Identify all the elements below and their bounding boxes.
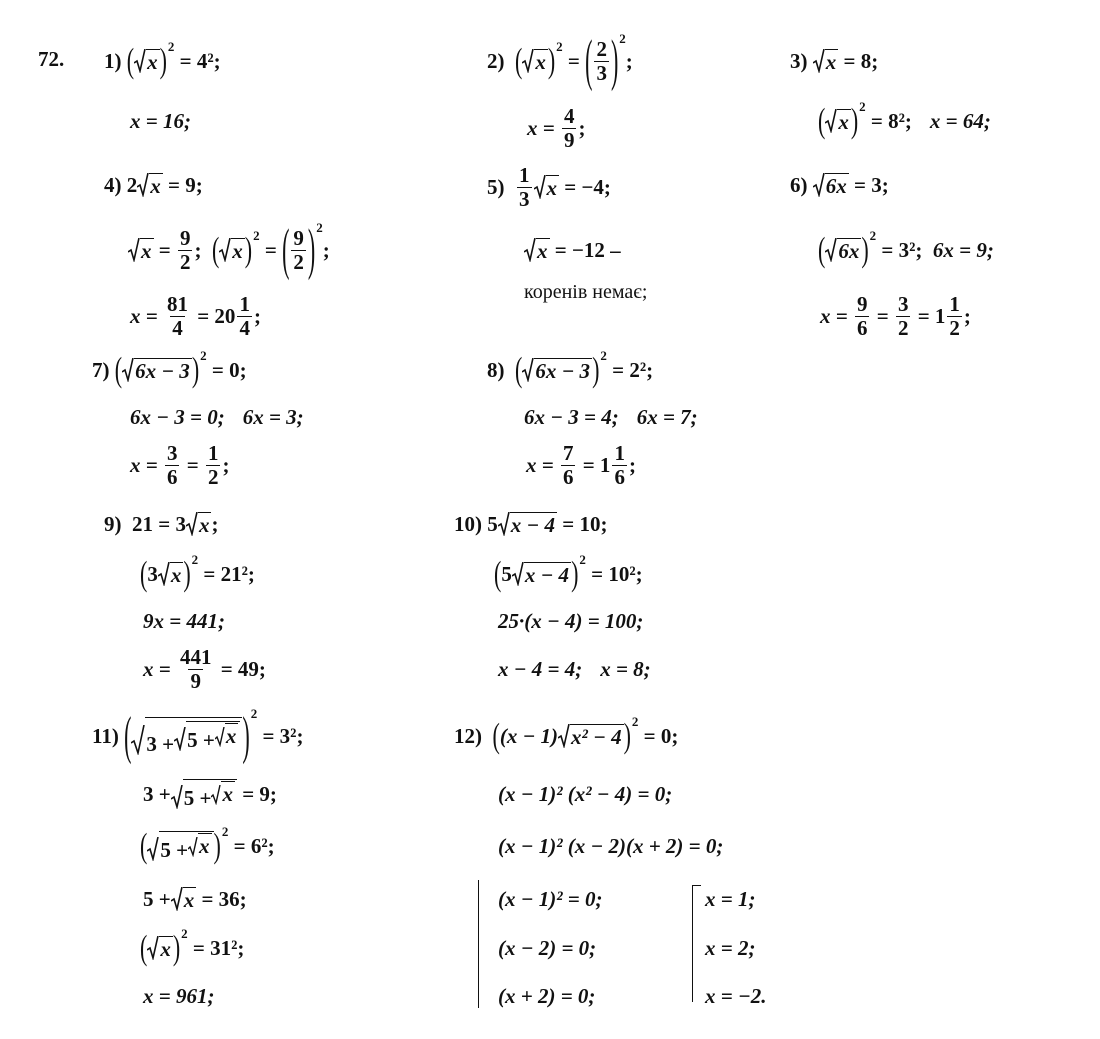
p6-line3: x = $\frac{9}{6}$ = $\frac{3}{2}$ = 1 $\frac{1}{2}$ ; xyxy=(820,292,971,340)
p12-result-3: x = −2. xyxy=(705,983,767,1008)
p10-line3: 25·(x − 4) = 100; xyxy=(498,608,644,633)
p6-line2: ( 6x ) 2 = 3²; 6x = 9; xyxy=(818,228,994,270)
p9-line2: ( 3 x ) 2 = 21²; xyxy=(140,552,255,594)
problem-number: 72. xyxy=(38,47,65,71)
p12-system-3: (x + 2) = 0; xyxy=(498,983,596,1008)
p9-line1: 9) 21 = 3 x ; xyxy=(104,511,219,537)
p9-line4: x = $\frac{441}{9}$ = 49; xyxy=(143,645,266,693)
p12-system-1: (x − 1)² = 0; xyxy=(498,886,603,911)
p12-result-2: x = 2; xyxy=(705,935,756,960)
p5-line1: 5) $\frac{1}{3}$ x = −4; xyxy=(487,163,611,211)
system-bracket-right xyxy=(692,885,701,1002)
p12-line3: (x − 1)² (x − 2)(x + 2) = 0; xyxy=(498,833,724,858)
p10-line1: 10) 5 x − 4 = 10; xyxy=(454,511,608,537)
p12-system-2: (x − 2) = 0; xyxy=(498,935,597,960)
p11-line4: 5 + x = 36; xyxy=(143,886,247,912)
p7-line3: x = $\frac{3}{6}$ = $\frac{1}{2}$ ; xyxy=(130,441,230,489)
p2-line2: x = $\frac{4}{9}$ ; xyxy=(527,104,586,152)
p7-line1: 7) ( 6x − 3 ) 2 = 0; xyxy=(92,348,247,390)
p5-line2: x = −12 – xyxy=(524,226,621,274)
p12-line2: (x − 1)² (x² − 4) = 0; xyxy=(498,781,673,806)
p2-line1: 2) ( x ) 2 = ( $\frac{2}{3}$ ) 2 ; xyxy=(487,27,633,93)
sqrt-x: x xyxy=(134,49,160,73)
p1-line1: 1) ( x ) 2 = 4²; xyxy=(104,39,221,81)
p7-line2: 6x − 3 = 0; 6x = 3; xyxy=(130,404,304,429)
p1-label: 1) xyxy=(104,48,122,73)
p3-line1: 3) x = 8; xyxy=(790,48,879,74)
p11-line5: ( x ) 2 = 31²; xyxy=(140,926,245,968)
system-bracket-left xyxy=(478,880,487,1008)
p11-line2: 3 + 5 + x = 9; xyxy=(143,770,277,818)
p6-line1: 6) 6x = 3; xyxy=(790,172,889,198)
p11-line1: 11) ( 3 + 5 + x ) 2 = 3²; xyxy=(92,704,304,765)
p8-line3: x = $\frac{7}{6}$ = 1 $\frac{1}{6}$ ; xyxy=(526,441,636,489)
p3-line2: ( x ) 2 = 8²; x = 64; xyxy=(818,99,991,141)
p11-line3: ( 5 + x ) 2 = 6²; xyxy=(140,824,275,866)
p10-line2: ( 5 x − 4 ) 2 = 10²; xyxy=(494,552,643,594)
p5-line3: коренів немає; xyxy=(524,280,648,303)
p12-line1: 12) ( (x − 1) x² − 4 ) 2 = 0; xyxy=(454,714,679,756)
p4-line1: 4) 2 x = 9; xyxy=(104,172,203,198)
p4-line3: x = $\frac{81}{4}$ = 20 $\frac{1}{4}$ ; xyxy=(130,292,261,340)
p11-line6: x = 961; xyxy=(143,983,215,1008)
fraction: $\frac{2}{3}$ xyxy=(596,37,607,85)
p8-line1: 8) ( 6x − 3 ) 2 = 2²; xyxy=(487,348,654,390)
p8-line2: 6x − 3 = 4; 6x = 7; xyxy=(524,404,698,429)
p10-line4: x − 4 = 4; x = 8; xyxy=(498,656,651,681)
p9-line3: 9x = 441; xyxy=(143,608,225,633)
p1-line2: x = 16; xyxy=(130,108,191,133)
p12-result-1: x = 1; xyxy=(705,886,756,911)
p4-line2: x = $\frac{9}{2}$ ; ( x ) 2 = ( $\frac{9}{2}$ ) 2 ; xyxy=(128,226,330,274)
